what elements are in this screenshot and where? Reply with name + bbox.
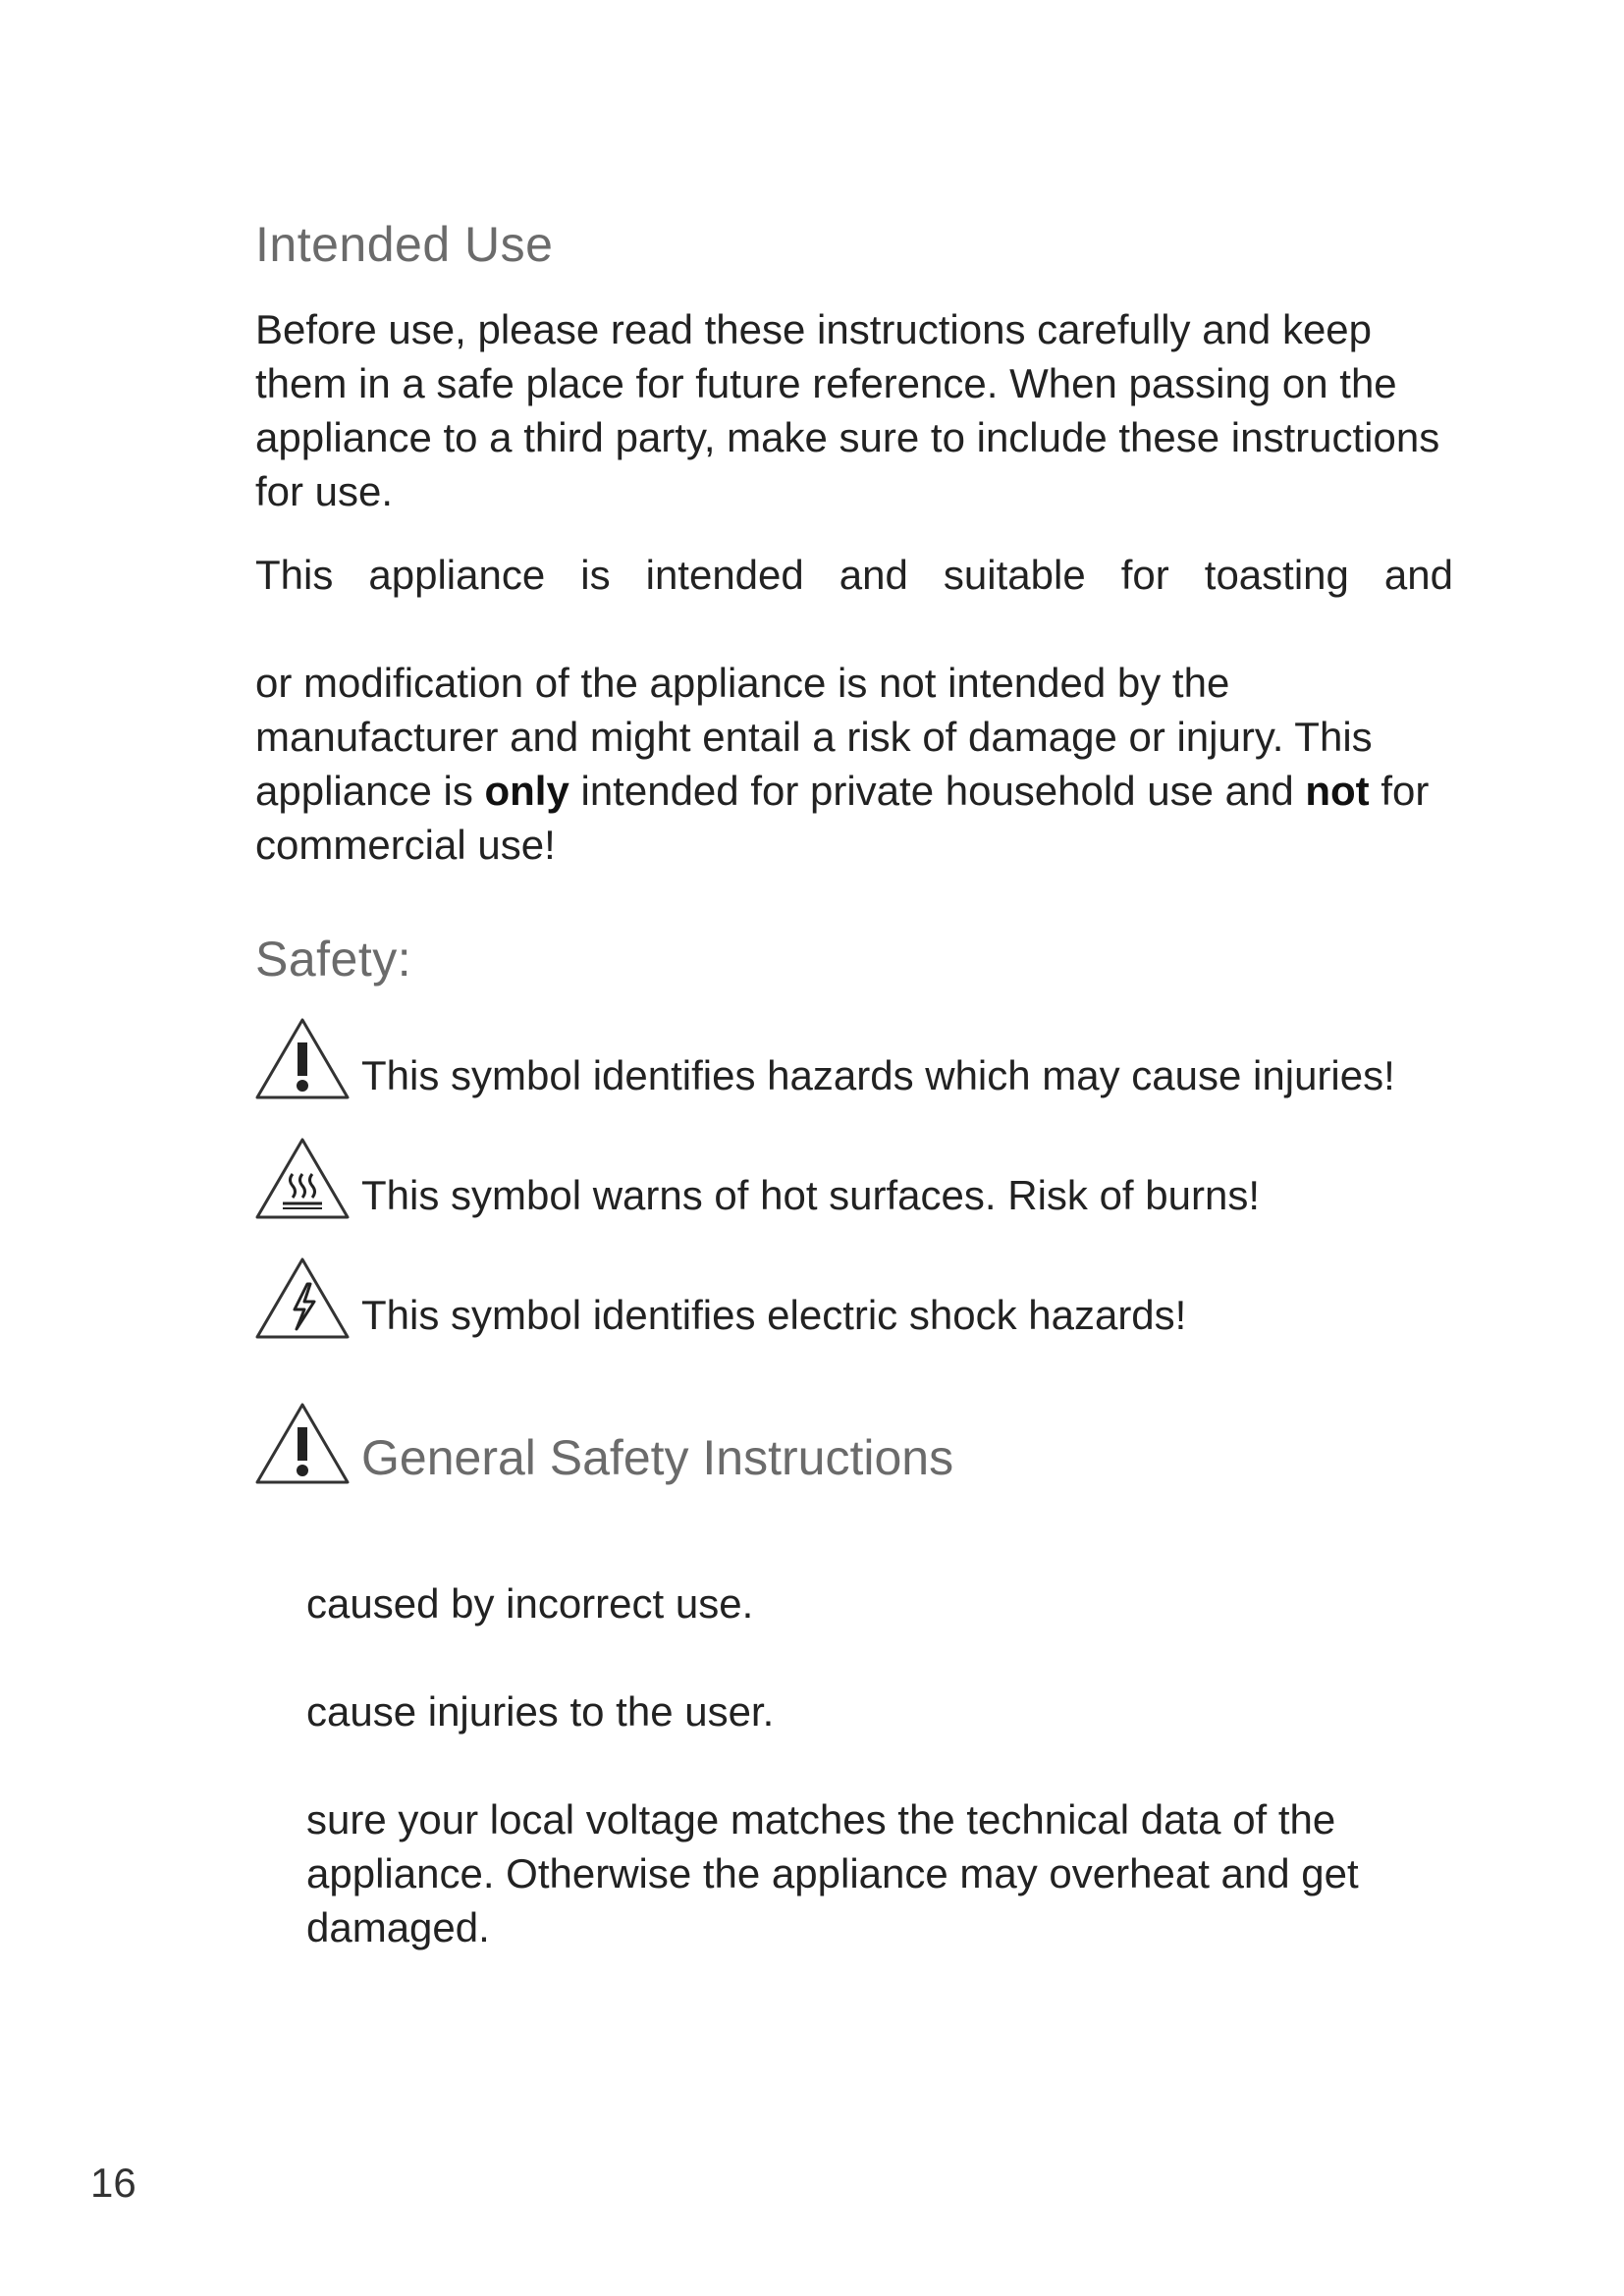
intended-use-paragraph-2: This appliance is intended and suitable for toasting and: [255, 552, 1453, 598]
intended-use-paragraph-1: Before use, please read these instructions carefully and keep them in a safe place for future reference. When passing on the appliance to a third party, make sure to include these instructions for use.: [255, 306, 1440, 514]
para3-text-start: or modification of the appliance is not intended by the manufacturer and might entail a risk of damage or injury. This appliance is: [255, 660, 1373, 814]
para3-text-end: for commercial use!: [255, 768, 1430, 868]
general-safety-item: sure your local voltage matches the technical data of the appliance. Otherwise the appliance may overheat and get damaged.: [306, 1796, 1359, 1950]
safety-symbol-text: This symbol identifies electric shock hazards!: [361, 1292, 1187, 1338]
general-safety-item: caused by incorrect use.: [306, 1580, 754, 1627]
safety-heading: Safety:: [255, 932, 412, 987]
intended-use-heading: Intended Use: [255, 217, 554, 272]
general-safety-heading: General Safety Instructions: [361, 1430, 954, 1485]
page-number: 16: [90, 2160, 136, 2206]
electric-shock-icon: [253, 1255, 352, 1343]
para3-text-mid: intended for private household use and: [568, 768, 1306, 814]
hot-surface-icon: [253, 1135, 352, 1223]
intended-use-paragraph-3: [255, 656, 1453, 872]
safety-symbol-text: This symbol warns of hot surfaces. Risk of burns!: [361, 1172, 1260, 1218]
general-safety-item: cause injuries to the user.: [306, 1688, 775, 1735]
safety-symbol-text: This symbol identifies hazards which may cause injuries!: [361, 1052, 1395, 1098]
para3-emphasis-only: only: [484, 768, 569, 814]
warning-exclamation-icon: [253, 1015, 352, 1103]
warning-exclamation-icon: [253, 1400, 352, 1488]
para3-emphasis-not: not: [1305, 768, 1370, 814]
